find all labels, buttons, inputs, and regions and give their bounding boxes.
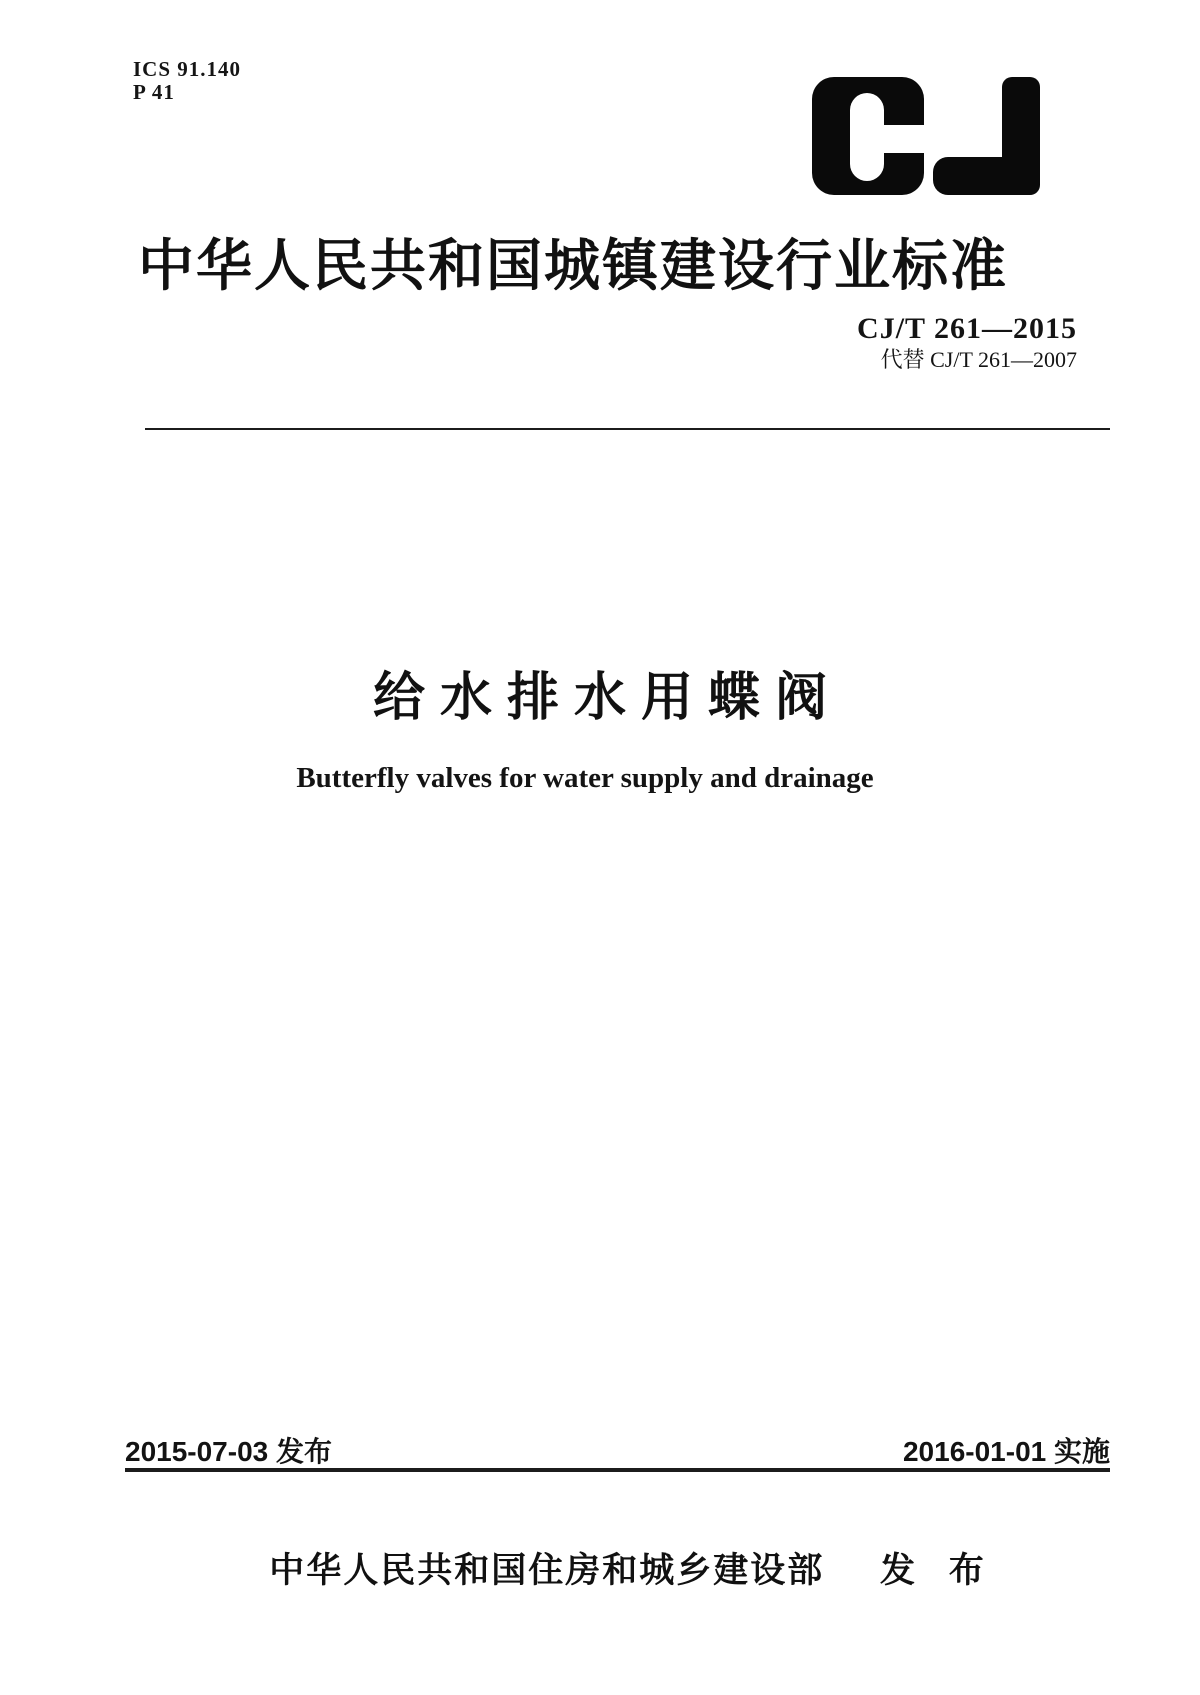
footer-rule <box>125 1468 1110 1472</box>
p-code: P 41 <box>133 80 175 104</box>
ics-block <box>133 58 241 104</box>
document-title-en: Butterfly valves for water supply and drainage <box>296 762 874 794</box>
replaces-note: 代替 CJ/T 261—2007 <box>880 347 1077 372</box>
publish-label: 发 布 <box>880 1551 996 1590</box>
standard-number: CJ/T 261—2015 <box>857 312 1077 345</box>
implement-date: 2016-01-01 实施 <box>902 1436 1110 1467</box>
cj-logo <box>812 77 1040 195</box>
publisher-name: 中华人民共和国住房和城乡建设部 <box>269 1551 825 1590</box>
standard-number-block <box>857 312 1077 374</box>
publisher-row <box>125 1543 1110 1593</box>
ics-code: ICS 91.140 <box>133 57 242 81</box>
cj-logo-icon <box>812 77 1040 195</box>
header-rule <box>145 428 1110 430</box>
standard-type-title: 中华人民共和国城镇建设行业标准 <box>138 234 1008 297</box>
dates-row <box>125 1430 1110 1470</box>
issue-date: 2015-07-03 发布 <box>125 1436 333 1467</box>
document-title-cn: 给水排水用蝶阀 <box>372 669 842 727</box>
